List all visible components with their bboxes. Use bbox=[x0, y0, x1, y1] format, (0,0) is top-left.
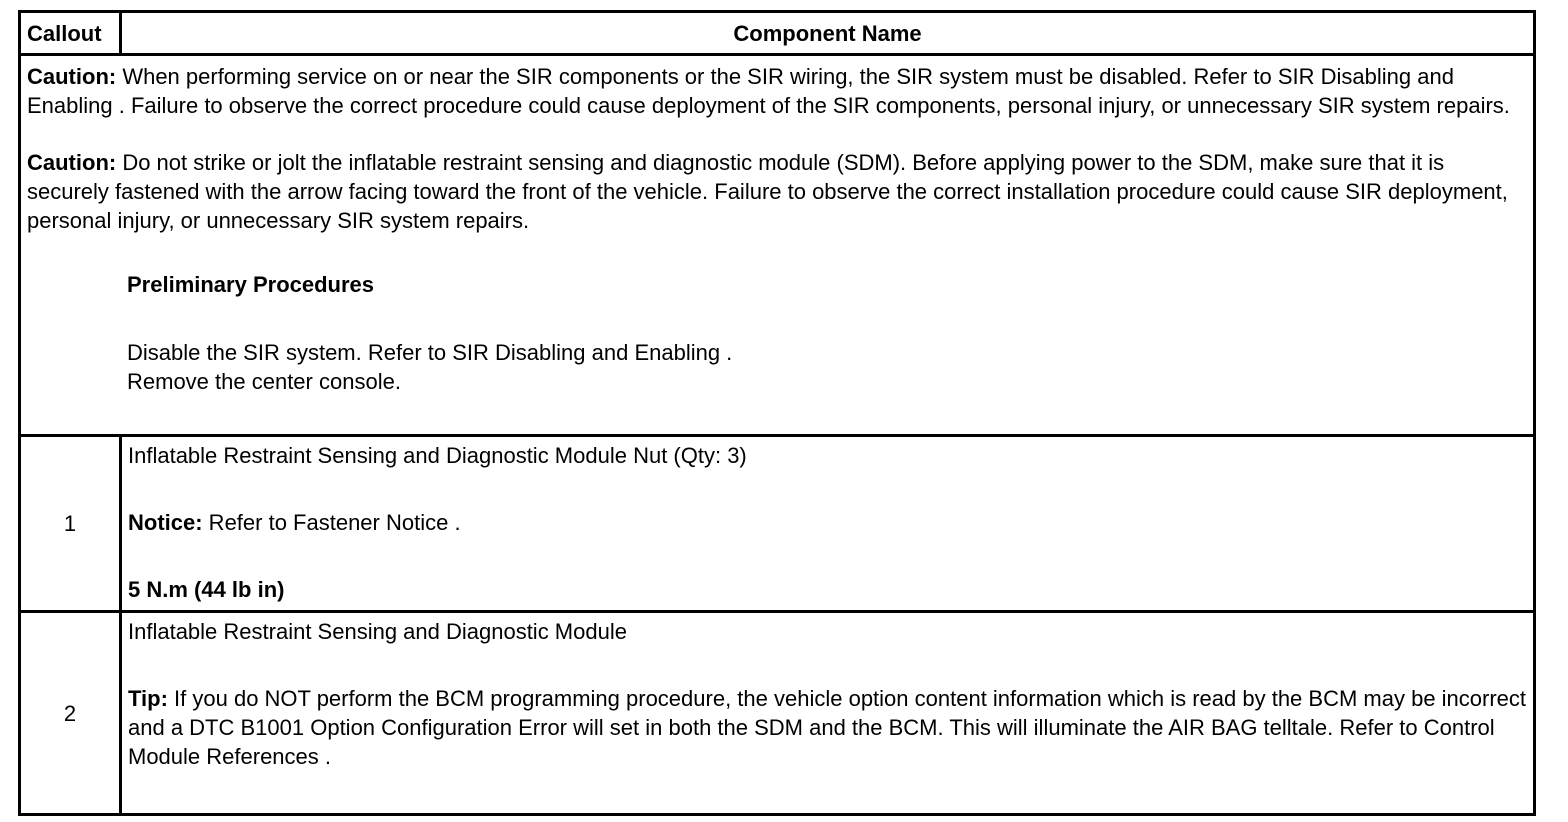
spacer bbox=[128, 646, 1527, 684]
component-name: Inflatable Restraint Sensing and Diagnostic Module bbox=[128, 619, 627, 644]
component-name: Inflatable Restraint Sensing and Diagnostic Module Nut (Qty: 3) bbox=[128, 443, 747, 468]
spacer bbox=[127, 299, 1527, 338]
table-row bbox=[20, 612, 1535, 815]
caution-row bbox=[20, 55, 1535, 436]
procedure-table bbox=[18, 10, 1536, 816]
table-row bbox=[20, 436, 1535, 612]
component-cell bbox=[121, 612, 1535, 815]
callout-number: 2 bbox=[20, 612, 121, 815]
header-row bbox=[20, 12, 1535, 55]
tip-text: If you do NOT perform the BCM programming procedure, the vehicle option content information which is read by the BCM may be incorrect and a DTC B1001 Option Configuration Error will set in both the SDM and the BCM. This will illuminate the AIR BAG telltale. Refer to Control Module References . bbox=[128, 686, 1527, 769]
callout-column-header: Callout bbox=[20, 12, 121, 55]
caution-text-1: When performing service on or near the SIR components or the SIR wiring, the SIR system must be disabled. Refer to SIR Disabling and Enabling . Failure to observe the correct procedure could cause deployment of the SIR components, personal injury, or unnecessary SIR system repairs. bbox=[27, 64, 1510, 118]
tip-paragraph bbox=[128, 684, 1527, 771]
preliminary-procedures-title: Preliminary Procedures bbox=[127, 272, 375, 297]
caution-label-1: Caution: bbox=[27, 64, 117, 89]
torque-spec: 5 N.m (44 lb in) bbox=[128, 577, 285, 602]
preliminary-step-2: Remove the center console. bbox=[127, 369, 401, 394]
component-cell bbox=[121, 436, 1535, 612]
procedure-table-container bbox=[18, 10, 1533, 816]
spacer bbox=[128, 470, 1527, 508]
caution-paragraph-2 bbox=[27, 148, 1527, 235]
preliminary-procedures bbox=[27, 270, 1527, 396]
callout-number: 1 bbox=[20, 436, 121, 612]
spacer bbox=[128, 537, 1527, 575]
caution-label-2: Caution: bbox=[27, 150, 117, 175]
preliminary-step-1: Disable the SIR system. Refer to SIR Disabling and Enabling . bbox=[127, 340, 733, 365]
notice-text: Refer to Fastener Notice . bbox=[202, 510, 461, 535]
caution-text-2: Do not strike or jolt the inflatable restraint sensing and diagnostic module (SDM). Before applying power to the SDM, make sure that it is securely fastened with the arrow facing toward the front of the vehicle. Failure to observe the correct installation procedure could cause SIR deployment, personal injury, or unnecessary SIR system repairs. bbox=[27, 150, 1508, 233]
component-name-column-header: Component Name bbox=[121, 12, 1535, 55]
spacer bbox=[27, 120, 1527, 148]
caution-cell bbox=[20, 55, 1535, 436]
tip-label: Tip: bbox=[128, 686, 168, 711]
caution-paragraph-1 bbox=[27, 62, 1527, 120]
notice-line bbox=[128, 508, 1527, 537]
notice-label: Notice: bbox=[128, 510, 203, 535]
